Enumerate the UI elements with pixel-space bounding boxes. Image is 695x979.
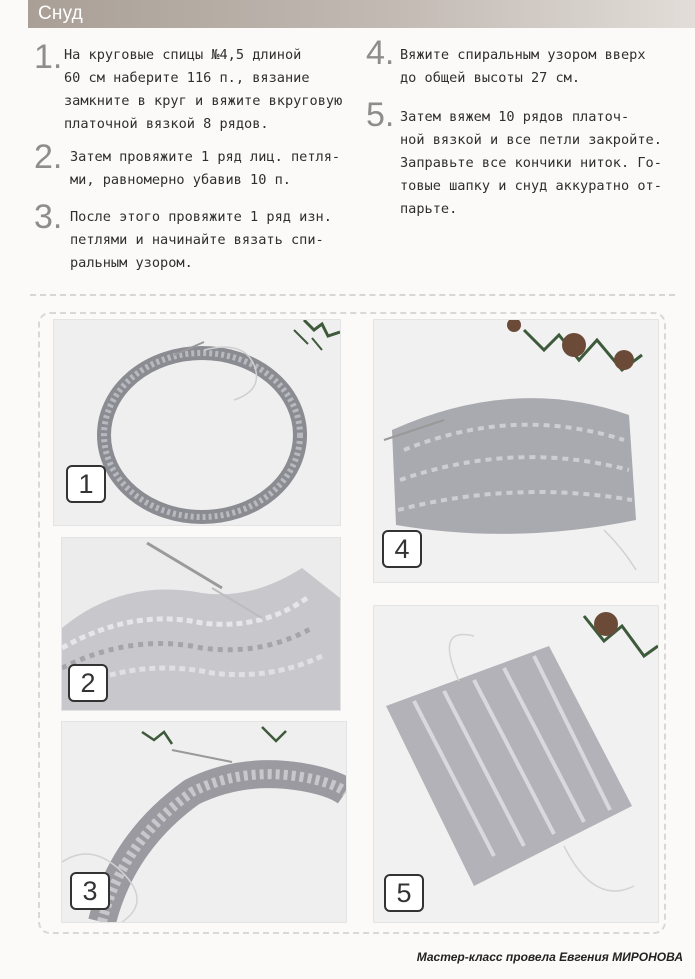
photo-step-2 [62, 538, 340, 710]
step-2 [34, 140, 354, 192]
step-badge: 4 [382, 530, 422, 568]
step-5 [366, 98, 676, 221]
step-badge: 2 [68, 664, 108, 702]
step-text: Вяжите спиральным узором вверх до общей высоты 27 см. [400, 47, 646, 86]
step-text: На круговые спицы №4,5 длиной 60 см наберите 116 п., вязание замкните в круг и вяжите вкруговую платочной вязкой 8 рядов. [64, 47, 343, 132]
author-credit: Мастер-класс провела Евгения МИРОНОВА [416, 950, 683, 964]
photo-step-1 [54, 320, 340, 525]
step-3 [34, 200, 354, 275]
section-header [28, 0, 695, 28]
step-number: 2. [34, 138, 63, 176]
step-number: 4. [366, 34, 395, 72]
step-number: 3. [34, 198, 63, 236]
step-text: Затем вяжем 10 рядов платоч- ной вязкой и все петли закройте. Заправьте все кончики ниток. Го- товые шапку и снуд аккуратно от- парьте. [400, 109, 662, 217]
step-number: 5. [366, 96, 395, 134]
photo-step-3 [62, 722, 346, 922]
photo-step-5 [374, 606, 658, 922]
step-badge: 3 [70, 872, 110, 910]
photo-step-4 [374, 320, 658, 582]
step-4 [366, 36, 676, 90]
section-title: Снуд [38, 3, 83, 24]
divider [30, 294, 675, 296]
step-1 [34, 40, 354, 136]
step-badge: 1 [66, 465, 106, 503]
step-text: После этого провяжите 1 ряд изн. петлями и начинайте вязать спи- ральным узором. [70, 209, 332, 271]
step-text: Затем провяжите 1 ряд лиц. петля- ми, равномерно убавив 10 п. [70, 149, 341, 188]
step-number: 1. [34, 38, 63, 76]
step-badge: 5 [384, 874, 424, 912]
